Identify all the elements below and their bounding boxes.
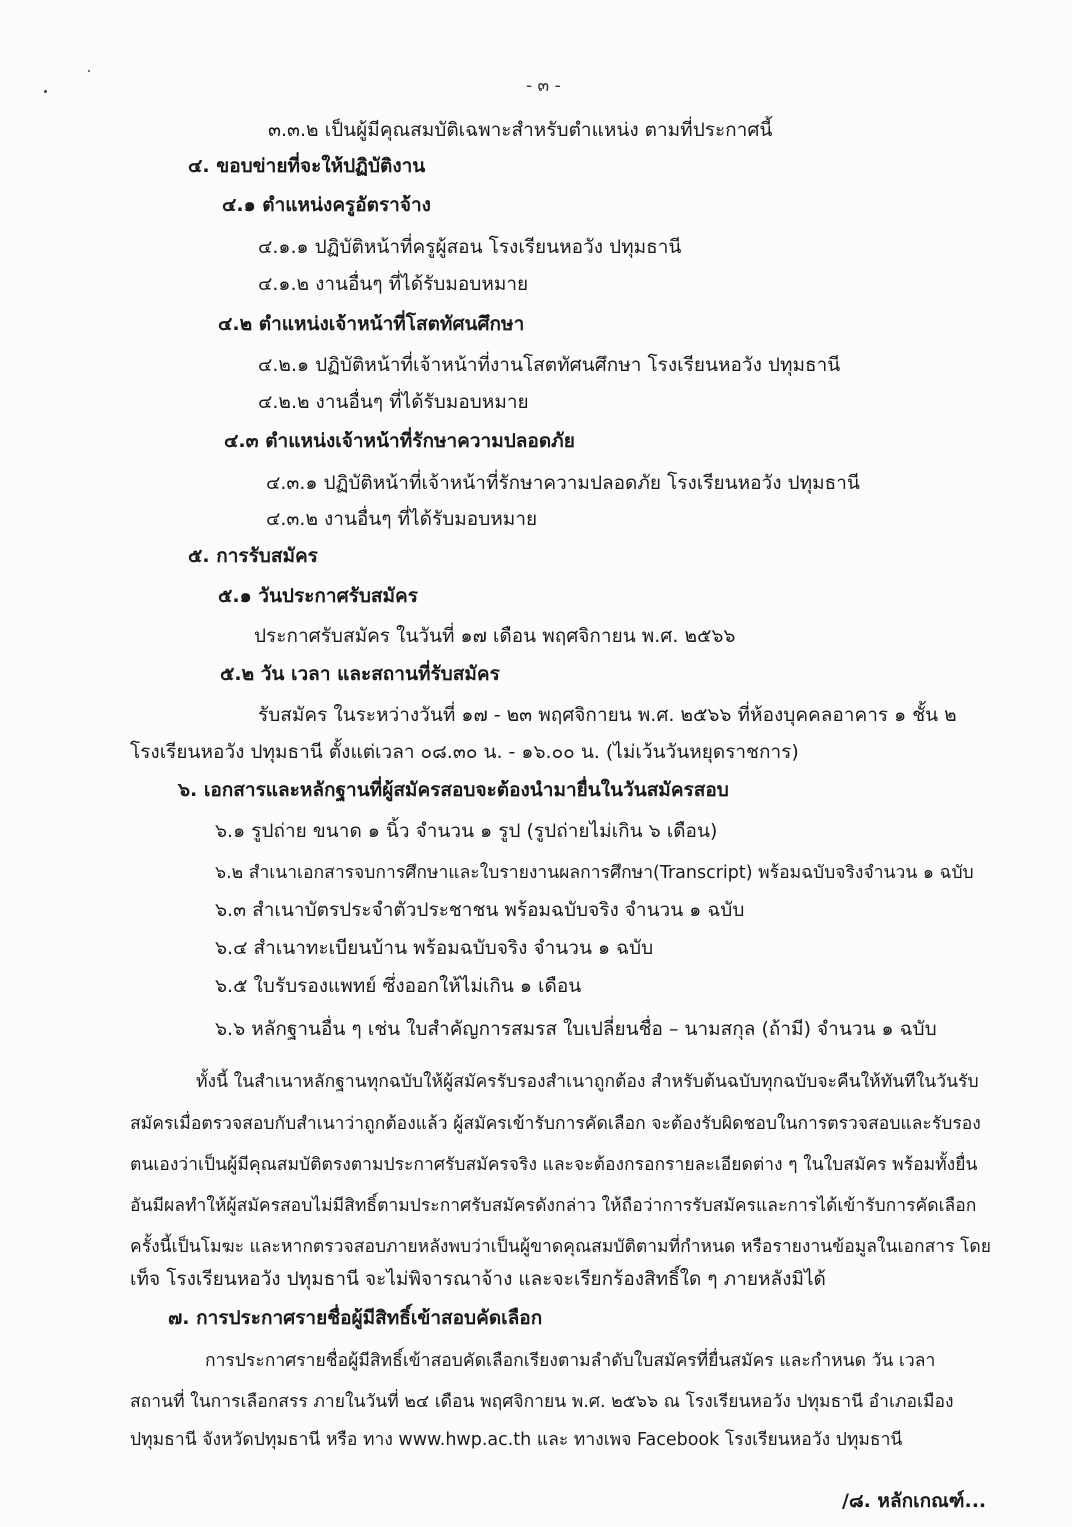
line-5-2-a: รับสมัคร ในระหว่างวันที่ ๑๗ - ๒๓ พฤศจิกายน พ.ศ. ๒๕๖๖ ที่ห้องบุคคลอาคาร ๑ ชั้น ๒ <box>258 704 957 726</box>
paragraph-line: ตนเองว่าเป็นผู้มีคุณสมบัติตรงตามประกาศรับสมัครจริง และจะต้องกรอกรายละเอียดต่าง ๆ ในใบสมัคร พร้อมทั้งยื่น <box>130 1155 978 1175</box>
heading-7: ๗. การประกาศรายชื่อผู้มีสิทธิ์เข้าสอบคัดเลือก <box>168 1307 543 1329</box>
paragraph-line: ทั้งนี้ ในสำเนาหลักฐานทุกฉบับให้ผู้สมัครรับรองสำเนาถูกต้อง สำหรับต้นฉบับทุกฉบับจะคืนให้ทันทีในวันรับ <box>196 1072 979 1092</box>
paragraph-line: การประกาศรายชื่อผู้มีสิทธิ์เข้าสอบคัดเลือกเรียงตามลำดับใบสมัครที่ยื่นสมัคร และกำหนด วัน เวลา <box>205 1351 936 1371</box>
paragraph-line: ปทุมธานี จังหวัดปทุมธานี หรือ ทาง www.hwp.ac.th และ ทางเพจ Facebook โรงเรียนหอวัง ปทุมธานี <box>130 1430 903 1450</box>
line-6-2: ๖.๒ สำเนาเอกสารจบการศึกษาและใบรายงานผลการศึกษา(Transcript) พร้อมฉบับจริงจำนวน ๑ ฉบับ <box>215 863 974 883</box>
line-6-5: ๖.๕ ใบรับรองแพทย์ ซึ่งออกให้ไม่เกิน ๑ เดือน <box>215 975 582 997</box>
line-4-1-1: ๔.๑.๑ ปฏิบัติหน้าที่ครูผู้สอน โรงเรียนหอวัง ปทุมธานี <box>258 236 682 258</box>
heading-6: ๖. เอกสารและหลักฐานที่ผู้สมัครสอบจะต้องนำมายื่นในวันสมัครสอบ <box>178 779 729 801</box>
paragraph-line: ครั้งนี้เป็นโมฆะ และหากตรวจสอบภายหลังพบว่าเป็นผู้ขาดคุณสมบัติตามที่กำหนด หรือรายงานข้อมูลในเอกสาร โดย <box>130 1237 992 1257</box>
paragraph-line: สถานที่ ในการเลือกสรร ภายในวันที่ ๒๔ เดือน พฤศจิกายน พ.ศ. ๒๕๖๖ ณ โรงเรียนหอวัง ปทุมธานี อำเภอเมือง <box>130 1392 954 1412</box>
line-3-3-2: ๓.๓.๒ เป็นผู้มีคุณสมบัติเฉพาะสำหรับตำแหน่ง ตามที่ประกาศนี้ <box>268 119 773 141</box>
line-5-2-b: โรงเรียนหอวัง ปทุมธานี ตั้งแต่เวลา ๐๘.๓๐ น. - ๑๖.๐๐ น. (ไม่เว้นวันหยุดราชการ) <box>130 741 799 763</box>
heading-5: ๕. การรับสมัคร <box>188 545 318 567</box>
paragraph-line: อันมีผลทำให้ผู้สมัครสอบไม่มีสิทธิ์ตามประกาศรับสมัครดังกล่าว ให้ถือว่าการรับสมัครและการได้เข้ารับการคัดเลือก <box>130 1196 977 1216</box>
scan-speck <box>44 90 47 93</box>
heading-5-1: ๕.๑ วันประกาศรับสมัคร <box>218 585 418 607</box>
paragraph-line: เท็จ โรงเรียนหอวัง ปทุมธานี จะไม่พิจารณาจ้าง และจะเรียกร้องสิทธิ์ใด ๆ ภายหลังมิได้ <box>130 1268 826 1290</box>
line-6-6: ๖.๖ หลักฐานอื่น ๆ เช่น ใบสำคัญการสมรส ใบเปลี่ยนชื่อ – นามสกุล (ถ้ามี) จำนวน ๑ ฉบับ <box>215 1018 937 1040</box>
heading-4-2: ๔.๒ ตำแหน่งเจ้าหน้าที่โสตทัศนศึกษา <box>218 313 525 335</box>
paragraph-line: สมัครเมื่อตรวจสอบกับสำเนาว่าถูกต้องแล้ว ผู้สมัครเข้ารับการคัดเลือก จะต้องรับผิดชอบในการตรวจสอบและรับรอง <box>130 1114 981 1134</box>
heading-5-2: ๕.๒ วัน เวลา และสถานที่รับสมัคร <box>220 663 500 685</box>
heading-4-1: ๔.๑ ตำแหน่งครูอัตราจ้าง <box>222 194 431 216</box>
line-4-1-2: ๔.๑.๒ งานอื่นๆ ที่ได้รับมอบหมาย <box>258 273 529 295</box>
line-6-4: ๖.๔ สำเนาทะเบียนบ้าน พร้อมฉบับจริง จำนวน ๑ ฉบับ <box>215 937 654 959</box>
line-6-1: ๖.๑ รูปถ่าย ขนาด ๑ นิ้ว จำนวน ๑ รูป (รูปถ่ายไม่เกิน ๖ เดือน) <box>215 820 718 842</box>
scan-speck <box>88 70 90 72</box>
page-number: - ๓ - <box>526 76 561 96</box>
line-5-1: ประกาศรับสมัคร ในวันที่ ๑๗ เดือน พฤศจิกายน พ.ศ. ๒๕๖๖ <box>254 625 736 647</box>
heading-4: ๔. ขอบข่ายที่จะให้ปฏิบัติงาน <box>188 155 426 177</box>
next-page-reference: /๘. หลักเกณฑ์... <box>842 1490 987 1512</box>
line-4-3-1: ๔.๓.๑ ปฏิบัติหน้าที่เจ้าหน้าที่รักษาความปลอดภัย โรงเรียนหอวัง ปทุมธานี <box>266 472 860 494</box>
line-4-3-2: ๔.๓.๒ งานอื่นๆ ที่ได้รับมอบหมาย <box>266 508 538 530</box>
line-4-2-2: ๔.๒.๒ งานอื่นๆ ที่ได้รับมอบหมาย <box>258 391 529 413</box>
line-4-2-1: ๔.๒.๑ ปฏิบัติหน้าที่เจ้าหน้าที่งานโสตทัศนศึกษา โรงเรียนหอวัง ปทุมธานี <box>258 354 841 376</box>
heading-4-3: ๔.๓ ตำแหน่งเจ้าหน้าที่รักษาความปลอดภัย <box>224 430 575 452</box>
line-6-3: ๖.๓ สำเนาบัตรประจำตัวประชาชน พร้อมฉบับจริง จำนวน ๑ ฉบับ <box>215 899 745 921</box>
